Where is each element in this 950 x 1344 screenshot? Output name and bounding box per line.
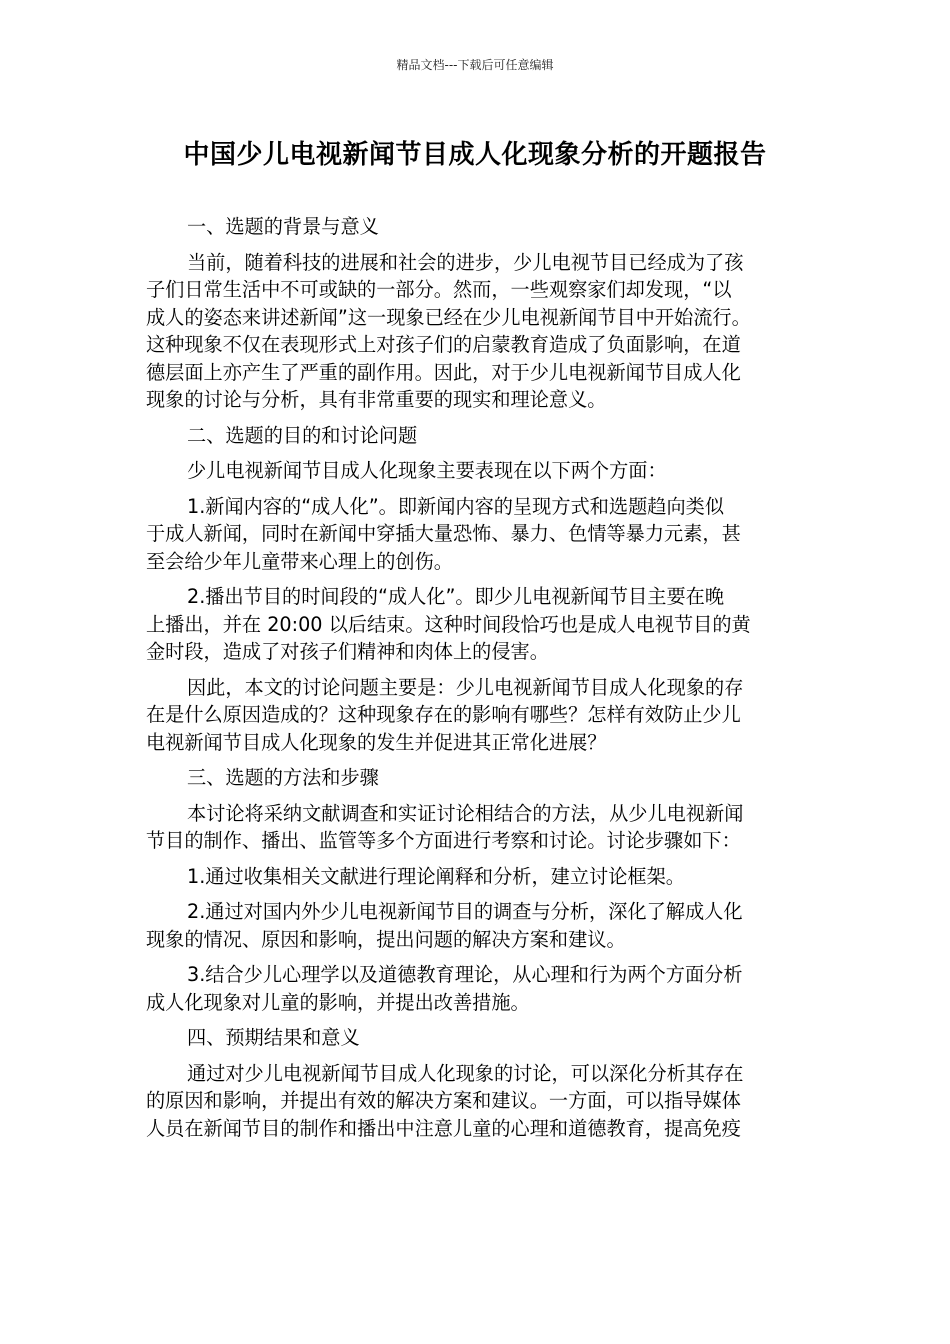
- text-line: 当前，随着科技的进展和社会的进步，少儿电视节目已经成为了孩: [187, 250, 744, 274]
- section-heading-3: 三、选题的方法和步骤: [187, 766, 379, 789]
- paragraph: [146, 583, 796, 666]
- text-line: 1.新闻内容的“成人化”。即新闻内容的呈现方式和选题趋向类似: [187, 494, 725, 518]
- text-line: 3.结合少儿心理学以及道德教育理论，从心理和行为两个方面分析: [187, 963, 743, 986]
- section-heading-4: 四、预期结果和意义: [187, 1026, 360, 1049]
- section-heading-2: 二、选题的目的和讨论问题: [187, 423, 418, 447]
- text-line: 金时段，造成了对孩子们精神和肉体上的侵害。: [146, 640, 549, 663]
- paragraph: [146, 1060, 796, 1143]
- text-line: 少儿电视新闻节目成人化现象主要表现在以下两个方面：: [187, 459, 667, 482]
- text-line: 节目的制作、播出、监管等多个方面进行考察和讨论。讨论步骤如下：: [146, 829, 741, 852]
- paragraph: [146, 800, 796, 855]
- text-line: 上播出，并在 20:00 以后结束。这种时间段恰巧也是成人电视节目的黄: [146, 612, 751, 636]
- page-header: 精品文档---下载后可任意编辑: [396, 58, 554, 72]
- section-heading-1: 一、选题的背景与意义: [187, 215, 379, 238]
- paragraph: [146, 674, 796, 757]
- document-body: [146, 213, 796, 1150]
- document-title: 中国少儿电视新闻节目成人化现象分析的开题报告: [183, 140, 767, 170]
- text-line: 因此，本文的讨论问题主要是：少儿电视新闻节目成人化现象的存: [187, 675, 744, 699]
- paragraph: [146, 493, 796, 576]
- text-line: 的原因和影响，并提出有效的解决方案和建议。一方面，可以指导媒体: [146, 1089, 741, 1112]
- text-line: 成人化现象对儿童的影响，并提出改善措施。: [146, 990, 530, 1014]
- text-line: 在是什么原因造成的？这种现象存在的影响有哪些？怎样有效防止少儿: [146, 703, 741, 726]
- paragraph: [146, 249, 796, 414]
- text-line: 至会给少年儿童带来心理上的创伤。: [146, 549, 453, 573]
- paragraph: [146, 961, 796, 1016]
- text-line: 成人的姿态来讲述新闻”这一现象已经在少儿电视新闻节目中开始流行。: [146, 305, 751, 329]
- text-line: 于成人新闻，同时在新闻中穿插大量恐怖、暴力、色情等暴力元素，甚: [146, 522, 741, 545]
- text-line: 德层面上亦产生了严重的副作用。因此，对于少儿电视新闻节目成人化: [146, 360, 741, 384]
- text-line: 人员在新闻节目的制作和播出中注意儿童的心理和道德教育，提高免疫: [146, 1116, 741, 1140]
- paragraph: [146, 863, 796, 891]
- text-line: 2.通过对国内外少儿电视新闻节目的调查与分析，深化了解成人化: [187, 900, 743, 923]
- text-line: 这种现象不仅在表现形式上对孩子们的启蒙教育造成了负面影响，在道: [146, 333, 741, 356]
- text-line: 现象的讨论与分析，具有非常重要的现实和理论意义。: [146, 388, 607, 411]
- text-line: 1.通过收集相关文献进行理论阐释和分析，建立讨论框架。: [187, 864, 685, 888]
- text-line: 子们日常生活中不可或缺的一部分。然而，一些观察家们却发现，“以: [146, 278, 732, 301]
- paragraph: [146, 457, 796, 485]
- text-line: 本讨论将采纳文献调查和实证讨论相结合的方法，从少儿电视新闻: [187, 801, 744, 825]
- paragraph: [146, 898, 796, 953]
- text-line: 电视新闻节目成人化现象的发生并促进其正常化进展？: [146, 730, 607, 754]
- text-line: 现象的情况、原因和影响，提出问题的解决方案和建议。: [146, 927, 626, 951]
- text-line: 通过对少儿电视新闻节目成人化现象的讨论，可以深化分析其存在: [187, 1061, 744, 1085]
- text-line: 2.播出节目的时间段的“成人化”。即少儿电视新闻节目主要在晚: [187, 585, 725, 608]
